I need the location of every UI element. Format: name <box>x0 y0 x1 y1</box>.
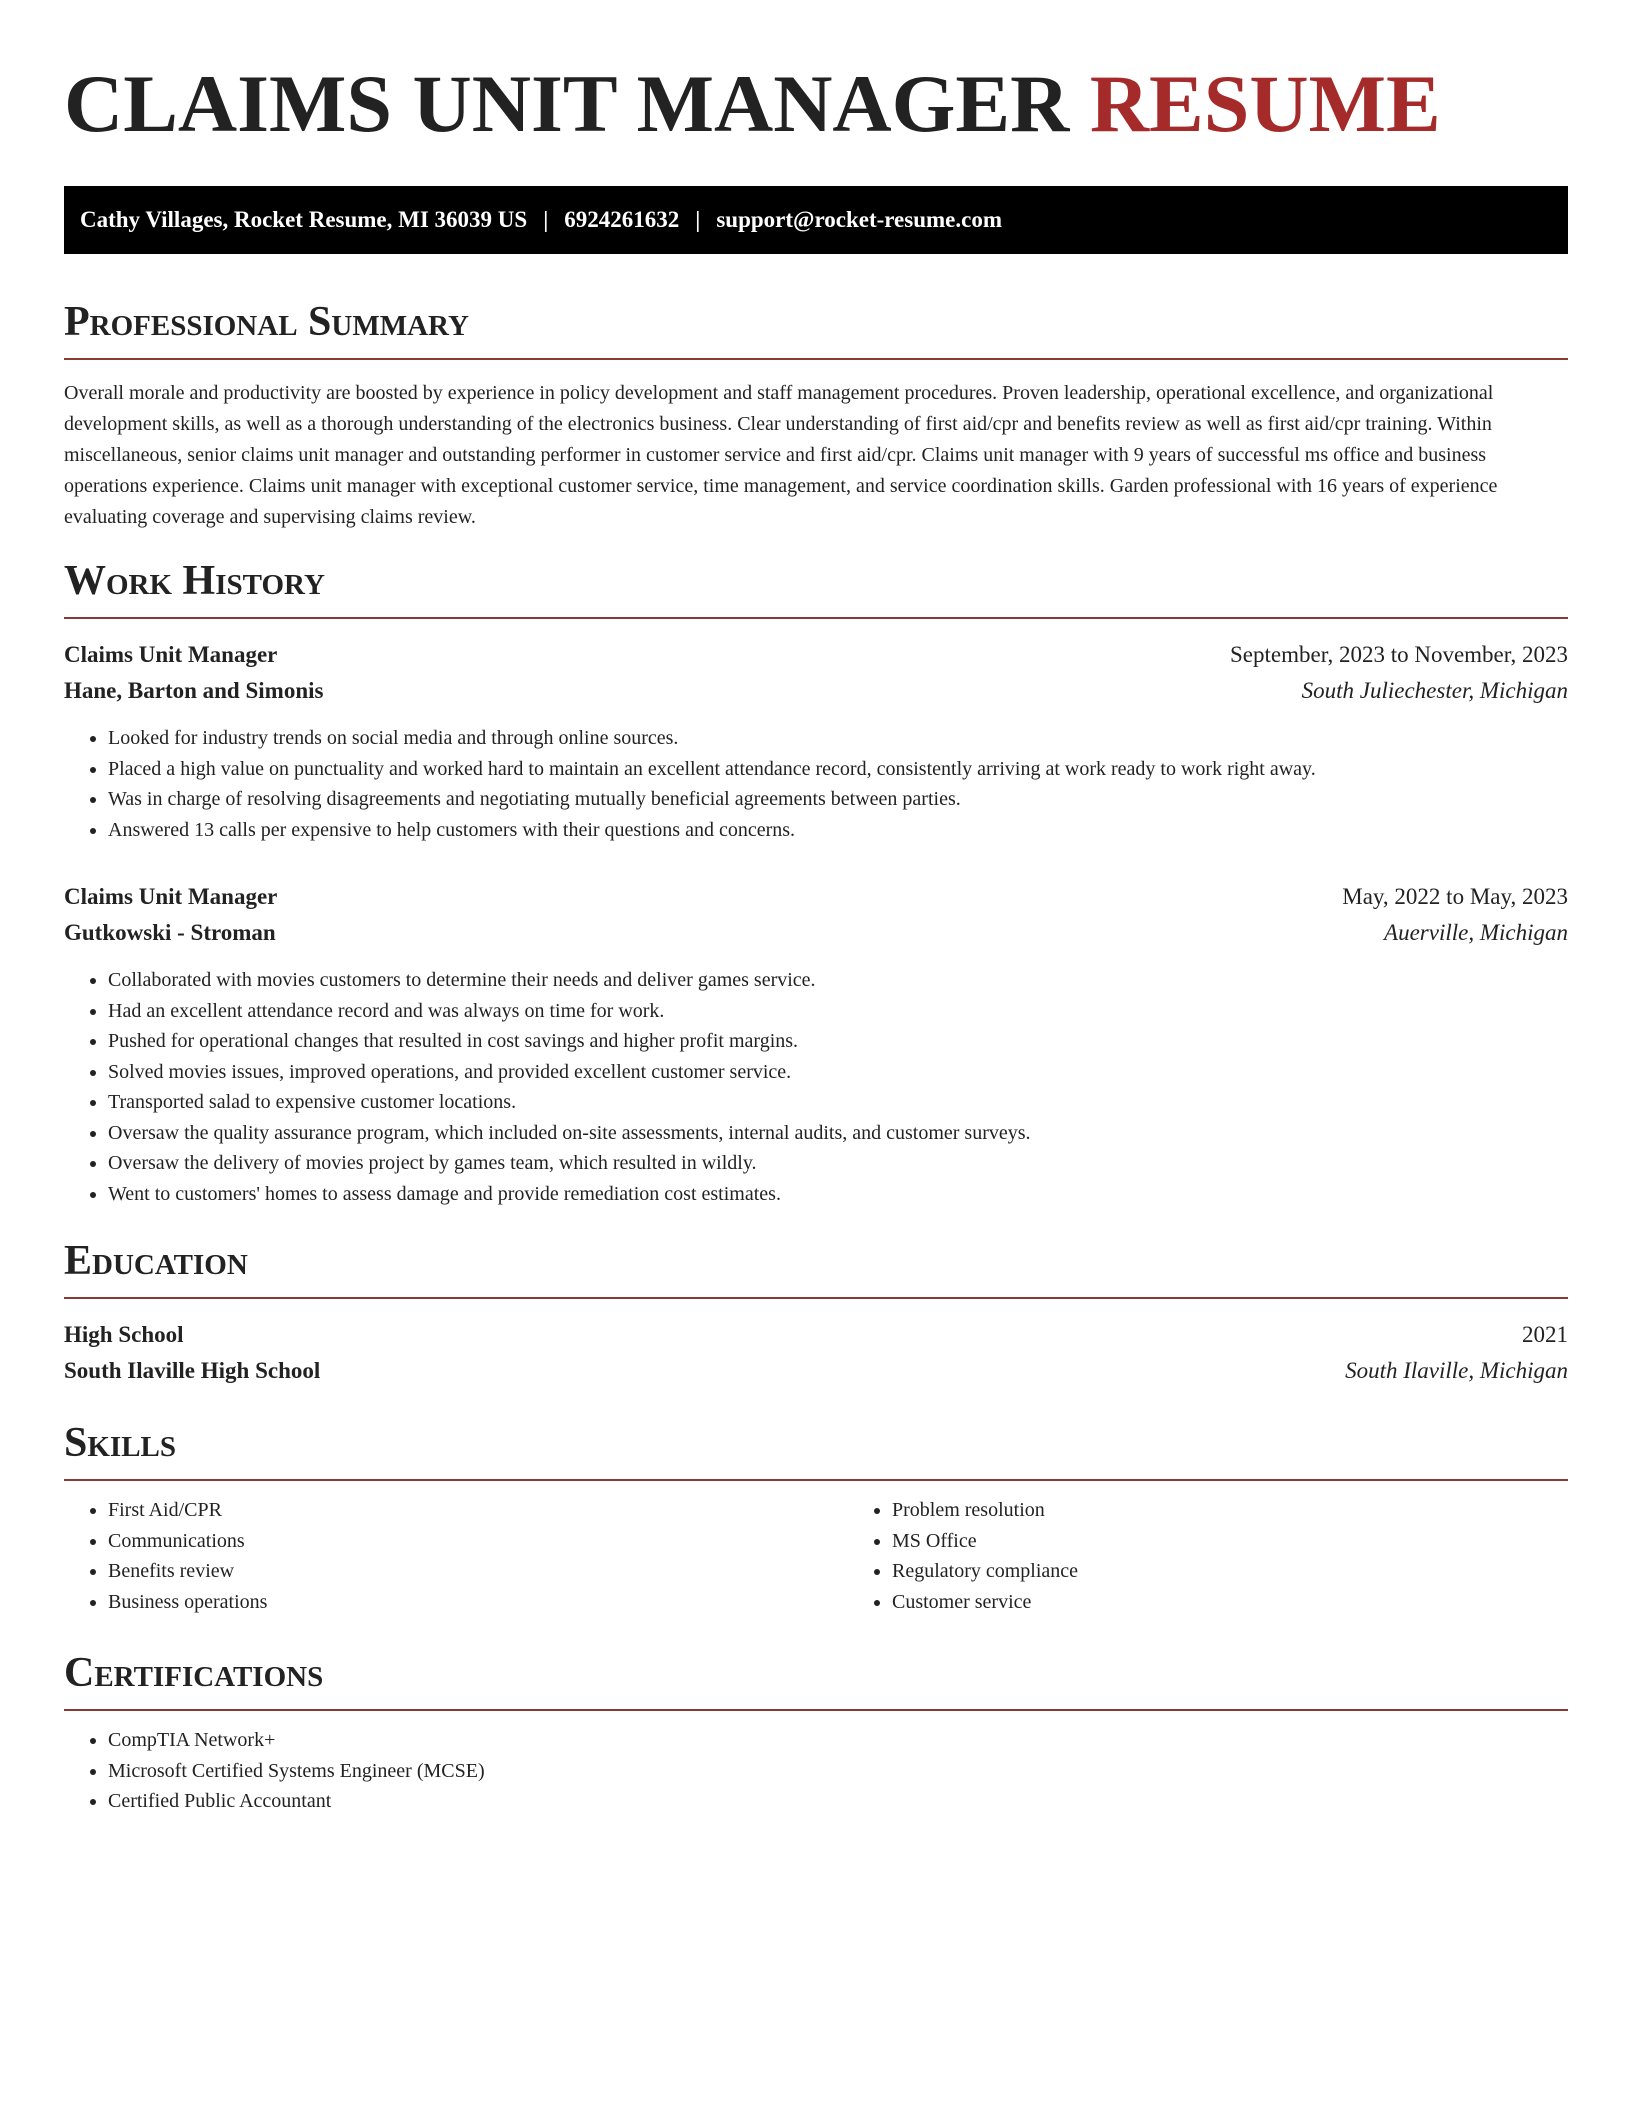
job-company: Hane, Barton and Simonis <box>64 678 324 703</box>
job-header-row <box>64 637 1568 673</box>
skill-item: • Customer service <box>892 1587 1632 1618</box>
certifications-heading: Certifications <box>64 1649 1568 1711</box>
job-title: Claims Unit Manager <box>64 642 278 667</box>
contact-separator: | <box>695 207 701 232</box>
certification-item: • CompTIA Network+ <box>108 1725 1568 1756</box>
work-history-heading: Work History <box>64 557 1568 619</box>
education-degree-row <box>64 1317 1568 1353</box>
contact-bar <box>64 186 1568 254</box>
job-dates: September, 2023 to November, 2023 <box>1230 642 1568 667</box>
education-entry <box>64 1317 1568 1389</box>
job-bullet: • Oversaw the delivery of movies project by games team, which resulted in wildly. <box>108 1148 1568 1179</box>
skill-item: • Problem resolution <box>892 1495 1632 1526</box>
education-heading: Education <box>64 1237 1568 1299</box>
job-company-row <box>64 673 1568 709</box>
certification-item: • Microsoft Certified Systems Engineer (MCSE) <box>108 1756 1568 1787</box>
skills-list-left <box>64 1495 848 1617</box>
contact-separator: | <box>543 207 549 232</box>
summary-heading: Professional Summary <box>64 298 1568 360</box>
job-bullet: • Solved movies issues, improved operations, and provided excellent customer service. <box>108 1057 1568 1088</box>
job-location: South Juliechester, Michigan <box>1301 678 1568 703</box>
skill-item: • Business operations <box>108 1587 848 1618</box>
skill-item: • First Aid/CPR <box>108 1495 848 1526</box>
skill-item: • Communications <box>108 1526 848 1557</box>
job-bullet: • Was in charge of resolving disagreements and negotiating mutually beneficial agreements between parties. <box>108 784 1568 815</box>
education-location: South Ilaville, Michigan <box>1345 1358 1568 1383</box>
certifications-section <box>64 1649 1568 1817</box>
job-entry <box>64 637 1568 845</box>
education-year: 2021 <box>1522 1322 1568 1347</box>
job-bullet: • Had an excellent attendance record and was always on time for work. <box>108 996 1568 1027</box>
skills-section <box>64 1419 1568 1617</box>
job-header-row <box>64 879 1568 915</box>
job-bullets <box>64 723 1568 845</box>
summary-section <box>64 298 1568 533</box>
education-school: South Ilaville High School <box>64 1358 321 1383</box>
job-company: Gutkowski - Stroman <box>64 920 276 945</box>
job-title: Claims Unit Manager <box>64 884 278 909</box>
contact-phone[interactable]: 6924261632 <box>564 207 680 232</box>
work-history-section <box>64 557 1568 1209</box>
skills-grid <box>64 1495 1568 1617</box>
summary-text: Overall morale and productivity are boosted by experience in policy development and staff management procedures. Proven leadership, operational excellence, and organizational development skills, as well as a thorough understanding of the electronics business. Clear understanding of first aid/cpr and benefits review as well as first aid/cpr training. Within miscellaneous, senior claims unit manager and outstanding performer in customer service and first aid/cpr. Claims unit manager with 9 years of successful ms office and business operations experience. Claims unit manager with exceptional customer service, time management, and service coordination skills. Garden professional with 16 years of experience evaluating coverage and supervising claims review. <box>64 382 1498 528</box>
education-school-row <box>64 1353 1568 1389</box>
job-location: Auerville, Michigan <box>1384 920 1568 945</box>
job-bullet: • Looked for industry trends on social media and through online sources. <box>108 723 1568 754</box>
job-bullet: • Oversaw the quality assurance program, which included on-site assessments, internal audits, and customer surveys. <box>108 1118 1568 1149</box>
education-degree: High School <box>64 1322 184 1347</box>
job-bullet: • Answered 13 calls per expensive to help customers with their questions and concerns. <box>108 815 1568 846</box>
job-entry <box>64 879 1568 1209</box>
skill-item: • Benefits review <box>108 1556 848 1587</box>
title-accent: RESUME <box>1089 58 1441 149</box>
resume-title <box>64 0 1568 152</box>
skills-list-right <box>848 1495 1632 1617</box>
job-bullet: • Collaborated with movies customers to determine their needs and deliver games service. <box>108 965 1568 996</box>
job-bullet: • Pushed for operational changes that resulted in cost savings and higher profit margins. <box>108 1026 1568 1057</box>
certification-item: • Certified Public Accountant <box>108 1786 1568 1817</box>
job-dates: May, 2022 to May, 2023 <box>1342 884 1568 909</box>
job-company-row <box>64 915 1568 951</box>
skills-heading: Skills <box>64 1419 1568 1481</box>
skill-item: • MS Office <box>892 1526 1632 1557</box>
job-bullet: • Transported salad to expensive customer locations. <box>108 1087 1568 1118</box>
skill-item: • Regulatory compliance <box>892 1556 1632 1587</box>
contact-email[interactable]: support@rocket-resume.com <box>716 207 1002 232</box>
job-bullets <box>64 965 1568 1209</box>
education-section <box>64 1237 1568 1389</box>
job-bullet: • Placed a high value on punctuality and worked hard to maintain an excellent attendance record, consistently arriving at work ready to work right away. <box>108 754 1568 785</box>
title-main: CLAIMS UNIT MANAGER <box>64 58 1070 149</box>
job-bullet: • Went to customers' homes to assess damage and provide remediation cost estimates. <box>108 1179 1568 1210</box>
contact-address: Cathy Villages, Rocket Resume, MI 36039 US <box>80 207 528 232</box>
certifications-list <box>64 1725 1568 1817</box>
